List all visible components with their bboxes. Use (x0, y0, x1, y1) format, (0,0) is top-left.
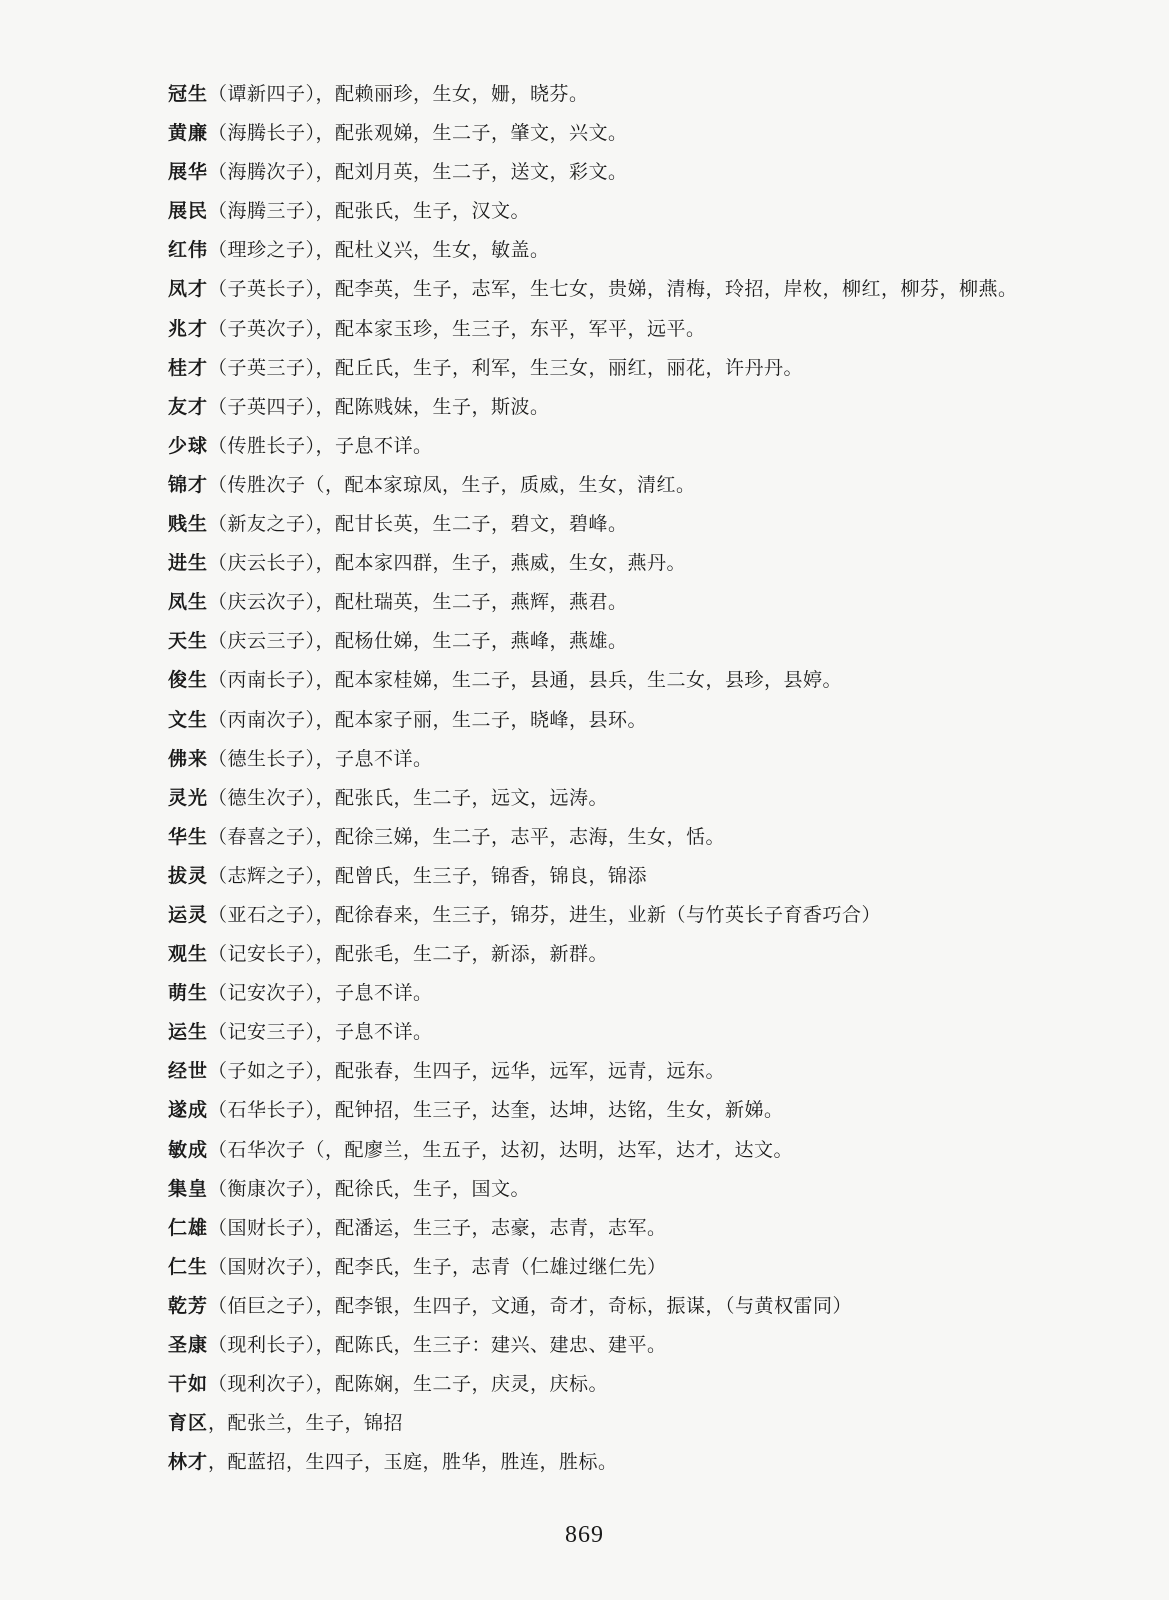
entry-description: （衡康次子），配徐氏，生子，国文。 (208, 1177, 531, 1200)
entry-person-name: 凤生 (168, 591, 209, 614)
entry-person-name: 仁雄 (168, 1216, 209, 1239)
entry-person-name: 展民 (168, 200, 209, 223)
entry-person-name: 经世 (168, 1060, 209, 1083)
genealogy-entry (168, 388, 1128, 427)
entry-description: ，配蓝招，生四子，玉庭，胜华，胜连，胜标。 (208, 1451, 618, 1474)
genealogy-entry (168, 818, 1128, 857)
entry-description: （佰巨之子），配李银，生四子，文通，奇才，奇标，振谋，（与黄权雷同） (208, 1294, 853, 1317)
entry-description: （石华长子），配钟招，生三子，达奎，达坤，达铭，生女，新娣。 (208, 1099, 784, 1122)
entry-person-name: 黄廉 (168, 122, 209, 145)
entry-description: （传胜长子），子息不详。 (208, 434, 433, 457)
entry-person-name: 展华 (168, 161, 209, 184)
entry-person-name: 运灵 (168, 903, 209, 926)
entry-person-name: 兆才 (168, 317, 209, 340)
entry-person-name: 仁生 (168, 1255, 209, 1278)
entry-description: （谭新四子），配赖丽珍，生女，姗，晓芬。 (208, 83, 589, 105)
genealogy-entry (168, 192, 1128, 231)
entry-person-name: 敏成 (168, 1138, 209, 1161)
genealogy-entry (168, 661, 1128, 700)
entry-person-name: 桂才 (168, 356, 209, 379)
entry-description: （德生次子），配张氏，生二子，远文，远涛。 (208, 786, 609, 809)
entry-person-name: 运生 (168, 1021, 209, 1044)
entry-description: （国财次子），配李氏，生子，志青（仁雄过继仁先） (208, 1255, 667, 1278)
genealogy-entry (168, 701, 1128, 740)
genealogy-entry (168, 270, 1128, 309)
page-number: 869 (565, 1522, 604, 1548)
entry-person-name: 红伟 (168, 239, 209, 262)
genealogy-entry (168, 935, 1128, 974)
entry-person-name: 天生 (168, 630, 209, 653)
entry-person-name: 遂成 (168, 1099, 209, 1122)
genealogy-entry (168, 779, 1128, 818)
genealogy-entry (168, 1013, 1128, 1052)
genealogy-entry (168, 349, 1128, 388)
entry-person-name: 拔灵 (168, 864, 209, 887)
entry-description: （石华次子（，配廖兰，生五子，达初，达明，达军，达才，达文。 (208, 1138, 794, 1161)
genealogy-entry (168, 1443, 1128, 1482)
entry-person-name: 友才 (168, 395, 209, 418)
entry-description: （海腾次子），配刘月英，生二子，送文，彩文。 (208, 161, 628, 184)
entry-description: ，配张兰，生子，锦招 (208, 1412, 404, 1435)
genealogy-entry (168, 544, 1128, 583)
entry-person-name: 文生 (168, 708, 209, 731)
genealogy-entry (168, 505, 1128, 544)
genealogy-entry (168, 896, 1128, 935)
entry-description: （现利次子），配陈娴，生二子，庆灵，庆标。 (208, 1373, 609, 1396)
entry-person-name: 干如 (168, 1373, 209, 1396)
genealogy-entry (168, 1131, 1128, 1170)
entry-person-name: 集皇 (168, 1177, 209, 1200)
entry-person-name: 圣康 (168, 1334, 209, 1356)
entry-description: （海腾三子），配张氏，生子，汉文。 (208, 200, 531, 223)
entry-description: （子英长子），配李英，生子，志军，生七女，贵娣，清梅，玲招，岸枚，柳红，柳芬，柳燕。 (208, 278, 1018, 301)
genealogy-entry (168, 1091, 1128, 1130)
entry-person-name: 灵光 (168, 786, 209, 809)
genealogy-entry (168, 1209, 1128, 1248)
genealogy-entry (168, 153, 1128, 192)
genealogy-entry (168, 1052, 1128, 1091)
genealogy-entry (168, 740, 1128, 779)
genealogy-entry (168, 974, 1128, 1013)
genealogy-entry (168, 1287, 1128, 1326)
genealogy-entry (168, 622, 1128, 661)
entry-description: （丙南次子），配本家子丽，生二子，晓峰，县环。 (208, 708, 648, 731)
entry-description: （现利长子），配陈氏，生三子：建兴、建忠、建平。 (208, 1334, 667, 1356)
entry-person-name: 佛来 (168, 747, 209, 770)
genealogy-entry (168, 1365, 1128, 1404)
entry-person-name: 进生 (168, 552, 209, 575)
genealogy-entry (168, 1404, 1128, 1443)
entry-description: （记安三子），子息不详。 (208, 1021, 433, 1044)
entry-description: （庆云长子），配本家四群，生子，燕威，生女，燕丹。 (208, 552, 687, 575)
genealogy-entry (168, 583, 1128, 622)
genealogy-entry (168, 857, 1128, 896)
entry-description: （丙南长子），配本家桂娣，生二子，县通，县兵，生二女，县珍，县婷。 (208, 669, 843, 692)
entry-description: （国财长子），配潘运，生三子，志豪，志青，志军。 (208, 1216, 667, 1239)
entry-description: （海腾长子），配张观娣，生二子，肇文，兴文。 (208, 122, 628, 145)
entry-description: （新友之子），配甘长英，生二子，碧文，碧峰。 (208, 513, 628, 536)
entry-description: （理珍之子），配杜义兴，生女，敏盖。 (208, 239, 550, 262)
genealogy-entry (168, 231, 1128, 270)
genealogy-entry (168, 427, 1128, 466)
entry-description: （记安次子），子息不详。 (208, 982, 433, 1005)
entry-person-name: 凤才 (168, 278, 209, 301)
entry-description: （子英三子），配丘氏，生子，利军，生三女，丽红，丽花，许丹丹。 (208, 356, 804, 379)
entry-person-name: 育区 (168, 1412, 209, 1435)
entry-person-name: 少球 (168, 434, 209, 457)
entry-person-name: 观生 (168, 943, 209, 966)
entry-description: （子英次子），配本家玉珍，生三子，东平，军平，远平。 (208, 317, 706, 340)
entry-person-name: 乾芳 (168, 1294, 209, 1317)
genealogy-entry (168, 1170, 1128, 1209)
entry-description: （庆云三子），配杨仕娣，生二子，燕峰，燕雄。 (208, 630, 628, 653)
entry-description: （传胜次子（，配本家琼凤，生子，质威，生女，清红。 (208, 473, 696, 496)
entry-person-name: 萌生 (168, 982, 209, 1005)
entry-person-name: 贱生 (168, 513, 209, 536)
entry-description: （子英四子），配陈贱妹，生子，斯波。 (208, 395, 550, 418)
genealogy-entry (168, 75, 1128, 114)
genealogy-entry (168, 466, 1128, 505)
genealogy-entry (168, 114, 1128, 153)
genealogy-entry (168, 1326, 1128, 1365)
genealogy-entry (168, 1248, 1128, 1287)
entry-person-name: 华生 (168, 825, 209, 848)
entry-description: （子如之子），配张春，生四子，远华，远军，远青，远东。 (208, 1060, 726, 1083)
entry-person-name: 冠生 (168, 83, 209, 105)
entry-person-name: 俊生 (168, 669, 209, 692)
genealogy-entry (168, 310, 1128, 349)
entry-description: （德生长子），子息不详。 (208, 747, 433, 770)
entry-description: （庆云次子），配杜瑞英，生二子，燕辉，燕君。 (208, 591, 628, 614)
genealogy-entry-list (168, 75, 1128, 1482)
entry-description: （亚石之子），配徐春来，生三子，锦芬，进生，业新（与竹英长子育香巧合） (208, 903, 882, 926)
entry-person-name: 林才 (168, 1451, 209, 1474)
entry-description: （志辉之子），配曾氏，生三子，锦香，锦良，锦添 (208, 864, 648, 887)
entry-description: （春喜之子），配徐三娣，生二子，志平，志海，生女，恬。 (208, 825, 726, 848)
entry-person-name: 锦才 (168, 473, 209, 496)
entry-description: （记安长子），配张毛，生二子，新添，新群。 (208, 943, 609, 966)
